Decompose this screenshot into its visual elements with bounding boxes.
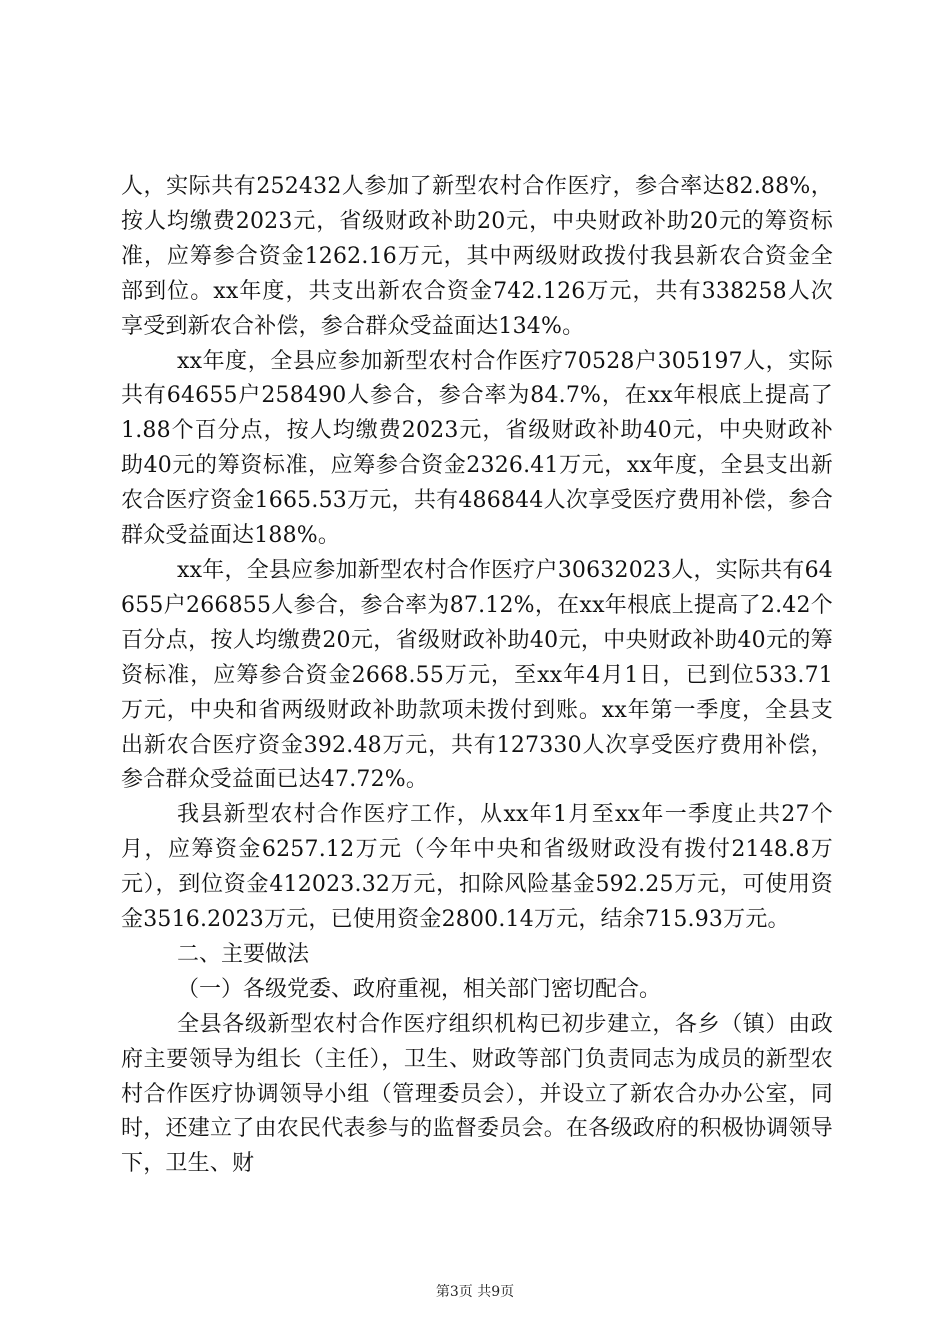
paragraph-fund-summary: 我县新型农村合作医疗工作，从xx年1月至xx年一季度止共27个月，应筹资金6257.12万元（今年中央和省级财政没有拨付2148.8万元），到位资金412023.32万元，扣除风险基金592.25万元，可使用资金3516.2023万元，已使用资金2800.14万元，结余715.93万元。: [121, 802, 833, 933]
paragraph-participation-previous-year: 人，实际共有252432人参加了新型农村合作医疗，参合率达82.88%，按人均缴费2023元，省级财政补助20元，中央财政补助20元的筹资标准，应筹参合资金1262.16万元，其中两级财政拨付我县新农合资金全部到位。xx年度，共支出新农合资金742.126万元，共有338258人次享受到新农合补偿，参合群众受益面达134%。: [121, 174, 833, 339]
document-body: [121, 170, 833, 1182]
page-number-footer: 第3页 共9页: [435, 1284, 515, 1300]
paragraph-organization: 全县各级新型农村合作医疗组织机构已初步建立，各乡（镇）由政府主要领导为组长（主任），卫生、财政等部门负责同志为成员的新型农村合作医疗协调领导小组（管理委员会），并设立了新农合办办公室，同时，还建立了由农民代表参与的监督委员会。在各级政府的积极协调领导下，卫生、财: [121, 1011, 833, 1177]
paragraph-participation-current-year: xx年，全县应参加新型农村合作医疗户30632023人，实际共有64655户266855人参合，参合率为87.12%，在xx年根底上提高了2.42个百分点，按人均缴费20元，省级财政补助40元，中央财政补助40元的筹资标准，应筹参合资金2668.55万元，至xx年4月1日，已到位533.71万元，中央和省两级财政补助款项未拨付到账。xx年第一季度，全县支出新农合医疗资金392.48万元，共有127330人次享受医疗费用补偿，参合群众受益面已达47.72%。: [121, 557, 833, 793]
subsection-heading: （一）各级党委、政府重视，相关部门密切配合。: [177, 976, 662, 1002]
section-heading: 二、主要做法: [177, 941, 310, 967]
paragraph-participation-year-2: xx年度，全县应参加新型农村合作医疗70528户305197人，实际共有64655户258490人参合，参合率为84.7%，在xx年根底上提高了1.88个百分点，按人均缴费2023元，省级财政补助40元，中央财政补助40元的筹资标准，应筹参合资金2326.41万元，xx年度，全县支出新农合医疗资金1665.53万元，共有486844人次享受医疗费用补偿，参合群众受益面达188%。: [121, 348, 833, 549]
